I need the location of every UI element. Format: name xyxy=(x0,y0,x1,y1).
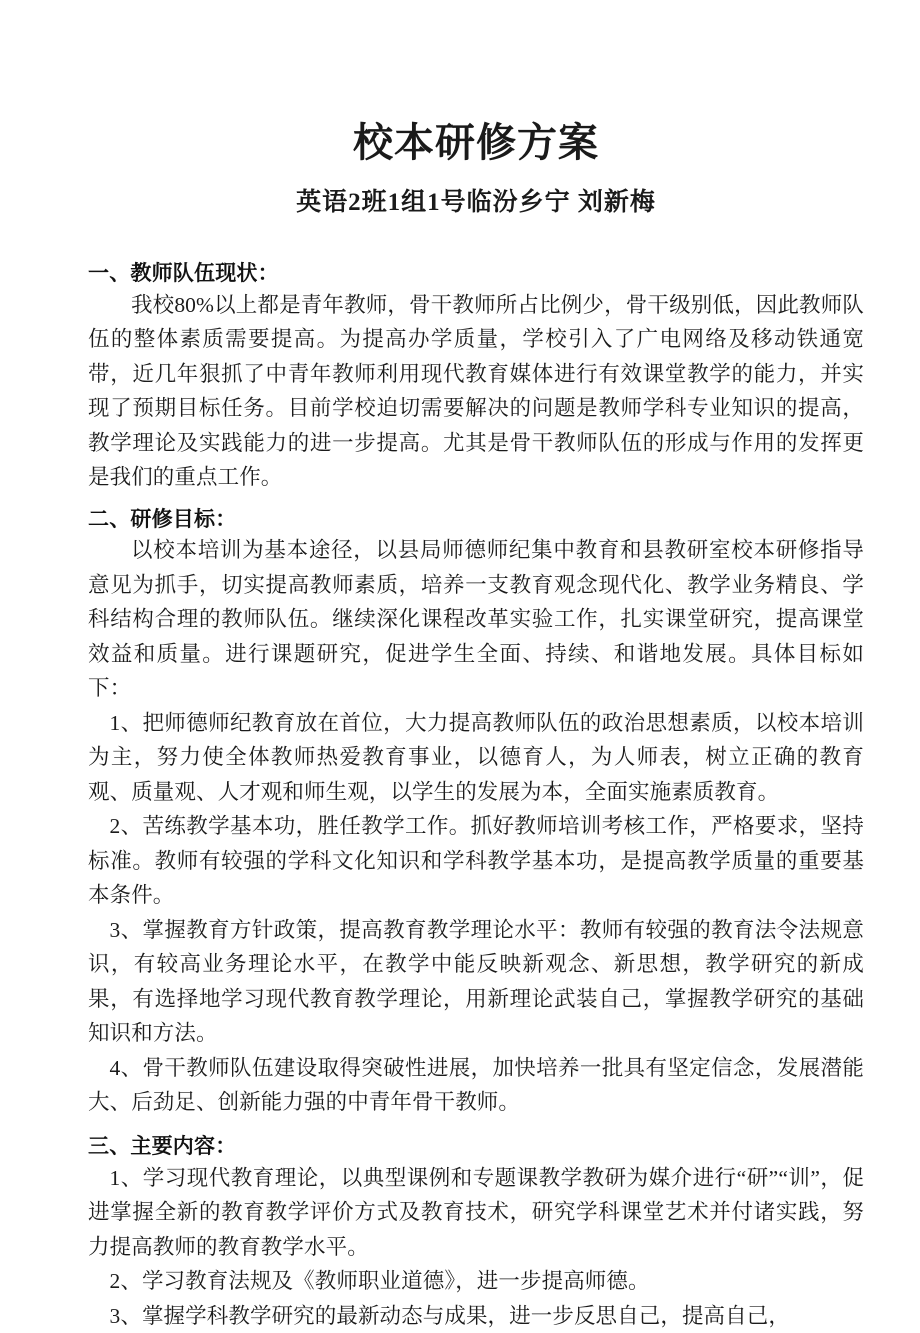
document-subtitle: 英语2班1组1号临汾乡宁 刘新梅 xyxy=(296,189,656,216)
section-2-paragraph-1: 以校本培训为基本途径，以县局师德师纪集中教育和县教研室校本研修指导意见为抓手，切实提高教师素质，培养一支教育观念现代化、教学业务精良、学科结构合理的教师队伍。继续深化课程改革实验工作，扎实课堂研究，提高课堂效益和质量。进行课题研究，促进学生全面、持续、和谐地发展。具体目标如下： xyxy=(88,538,864,701)
section-1-paragraph-1: 我校80%以上都是青年教师，骨干教师所占比例少，骨干级别低，因此教师队伍的整体素质需要提高。为提高办学质量，学校引入了广电网络及移动铁通宽带，近几年狠抓了中青年教师利用现代教育媒体进行有效课堂教学的能力，并实现了预期目标任务。目前学校迫切需要解决的问题是教师学科专业知识的提高，教学理论及实践能力的进一步提高。尤其是骨干教师队伍的形成与作用的发挥更是我们的重点工作。 xyxy=(88,292,864,490)
section-3-item-3: 3、掌握学科教学研究的最新动态与成果，进一步反思自己，提高自己， xyxy=(109,1303,790,1328)
section-2-item-1: 1、把师德师纪教育放在首位，大力提高教师队伍的政治思想素质，以校本培训为主，努力使全体教师热爱教育事业，以德育人，为人师表，树立正确的教育观、质量观、人才观和师生观，以学生的发展为本，全面实施素质教育。 xyxy=(88,710,864,804)
page-title: 校本研修方案 xyxy=(353,120,599,165)
document-body xyxy=(88,0,864,1333)
section-heading-2: 二、研修目标： xyxy=(88,506,237,531)
section-heading-1: 一、教师队伍现状： xyxy=(88,261,279,285)
section-3-item-2: 2、学习教育法规及《教师职业道德》，进一步提高师德。 xyxy=(109,1269,650,1294)
section-2-item-4: 4、骨干教师队伍建设取得突破性进展，加快培养一批具有坚定信念，发展潜能大、后劲足、创新能力强的中青年骨干教师。 xyxy=(88,1055,864,1115)
section-3-item-1: 1、学习现代教育理论，以典型课例和专题课教学教研为媒介进行“研”“训”，促进掌握全新的教育教学评价方式及教育技术，研究学科课堂艺术并付诸实践，努力提高教师的教育教学水平。 xyxy=(88,1165,864,1259)
section-heading-3: 三、主要内容： xyxy=(88,1133,237,1158)
section-2-item-2: 2、苦练教学基本功，胜任教学工作。抓好教师培训考核工作，严格要求，坚持标准。教师有较强的学科文化知识和学科教学基本功，是提高教学质量的重要基本条件。 xyxy=(88,814,864,908)
section-2-item-3: 3、掌握教育方针政策，提高教育教学理论水平：教师有较强的教育法令法规意识，有较高业务理论水平，在教学中能反映新观念、新思想，教学研究的新成果，有选择地学习现代教育教学理论，用新理论武装自己，掌握教学研究的基础知识和方法。 xyxy=(88,917,864,1046)
